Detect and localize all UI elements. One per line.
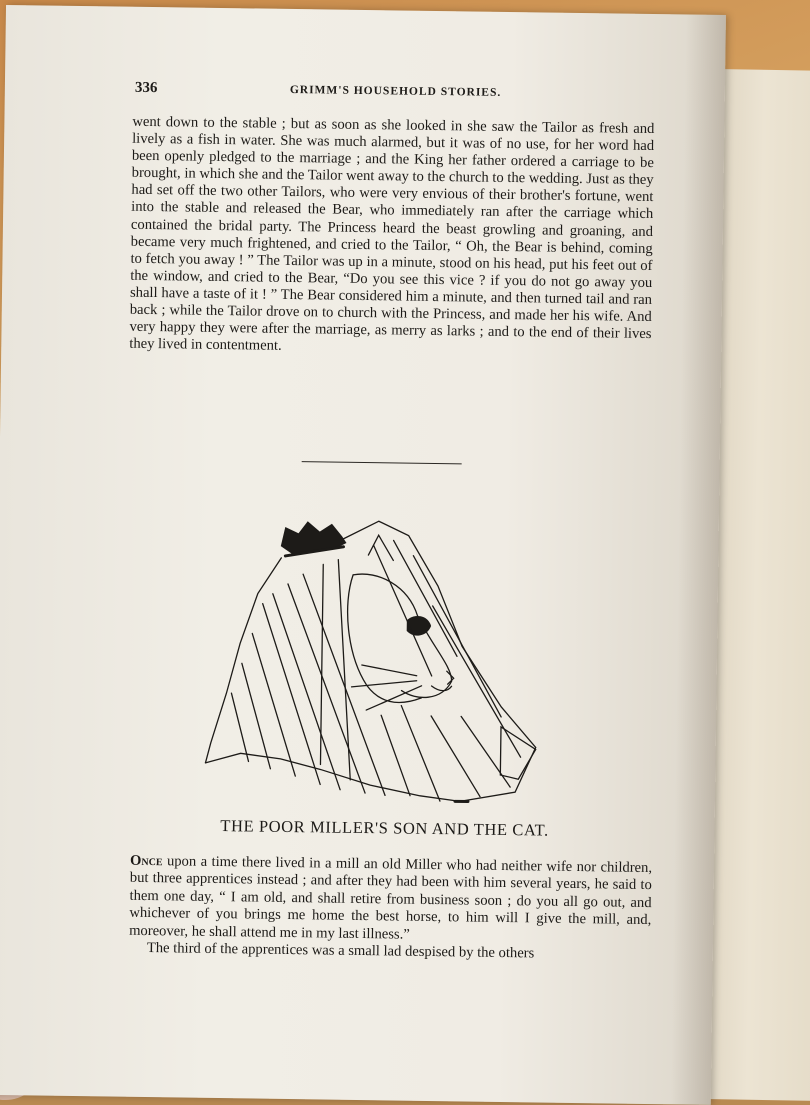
book-page [0,5,726,1105]
previous-story-paragraph: went down to the stable ; but as soon as she looked in she saw the Tailor as fresh and lively as a fish in water. She was much alarmed, but it was of no use, for her word had been openly pledged to the marriage ; and the King her father ordered a carriage to be brought, in which she and the Tailor went away to the church to the wedding. Just as they had set off the two other Tailors, who were very envious of their brother's fortune, went into the stable and released the Bear, who immediately ran after the carriage which contained the bridal party. The Princess heard the beast growling and groaning, and became very much frightened, and cried to the Tailor, “ Oh, the Bear is behind, coming to fetch you away ! ” The Tailor was up in a minute, stood on his head, put his feet out of the window, and cried to the Bear, “Do you see this vice ? if you do not go away you shall have a taste of it ! ” The Bear considered him a minute, and then turned tail and ran back ; while the Tailor drove on to church with the Princess, and made her his wife. And very happy they were after the marriage, as merry as larks ; and to the end of their lives they lived in contentment. [129,113,655,355]
crown-icon [281,522,345,555]
page-number: 336 [134,79,158,97]
dropcap-word: Once [129,852,163,870]
section-divider [302,461,462,464]
running-title: GRIMM'S HOUSEHOLD STORIES. [289,83,502,99]
paragraph-1-text: upon a time there lived in a mill an old Miller who had neither wife nor children, but three apprentices instead ; and after they had been with him several years, he said to them one day, “ I am old, and shall retire from business soon ; do you all go out, and whichever of you brings me home the best horse, to him will I give the mill, and, moreover, he shall attend me in my last illness.” [129,853,653,943]
running-head [135,80,635,107]
chapter-paragraph-2: The third of the apprentices was a small lad despised by the others [146,940,535,962]
chapter-paragraph-1 [129,853,652,947]
chapter-text [129,853,652,965]
cat-bride-illustration [200,513,549,808]
previous-story-text [129,114,654,361]
chapter-title: THE POOR MILLER'S SON AND THE CAT. [220,816,549,840]
